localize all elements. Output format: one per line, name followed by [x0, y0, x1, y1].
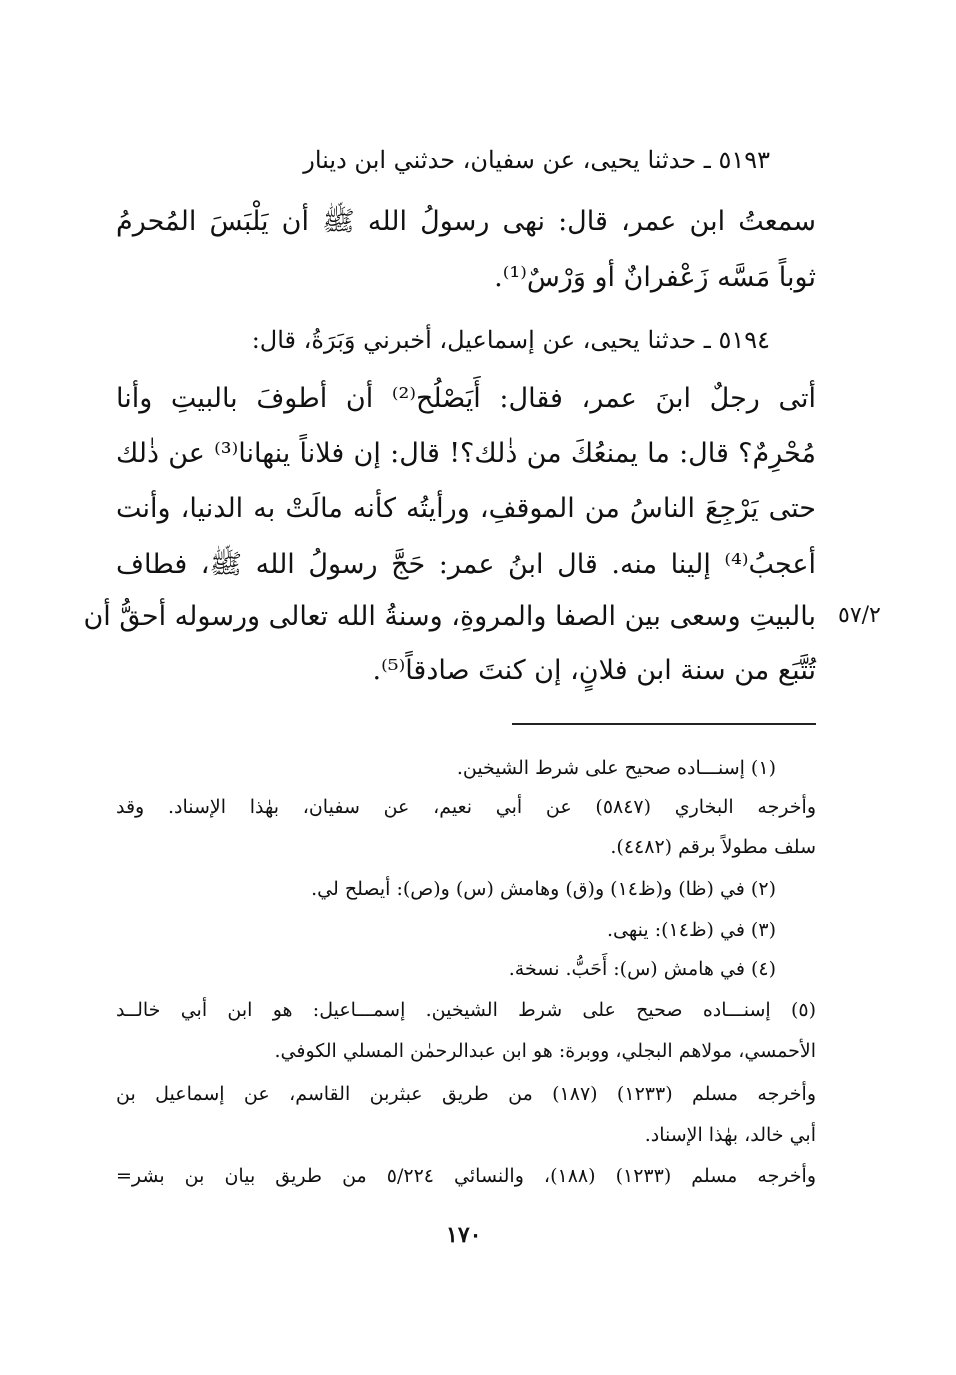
footnote-1-cont-1: وأخرجه البخاري (٥٨٤٧) عن أبي نعيم، عن سفيان، بهٰذا الإسناد. وقد [116, 796, 816, 818]
footnote-1: (١) إسنـــاده صحيح على شرط الشيخين. [456, 757, 776, 779]
hadith-5194-line-4: أعجبُ⁽⁴⁾ إلينا منه. قال ابنُ عمر: حَجَّ رسولُ الله ﷺ، فطاف [116, 549, 816, 580]
page-number: ١٧٠ [446, 1222, 482, 1248]
footnote-5-cont-1: الأحمسي، مولاهم البجلي، ووبرة: هو ابن عبدالرحمٰن المسلي الكوفي. [274, 1040, 816, 1062]
footnote-separator [512, 723, 816, 725]
hadith-5193-heading: ٥١٩٣ ـ حدثنا يحيى، عن سفيان، حدثني ابن دينار [303, 146, 770, 174]
hadith-5193-line-2: ثوباً مَسَّه زَعْفرانٌ أو وَرْسٌ⁽¹⁾. [494, 262, 816, 293]
footnote-3: (٣) في (ظ١٤): ينهى. [607, 919, 776, 941]
hadith-5194-line-1: أتى رجلٌ ابنَ عمر، فقال: أَيَصْلُح⁽²⁾ أن أطوفَ بالبيتِ وأنا [116, 383, 817, 414]
footnote-5-cont-4: وأخرجه مسلم (١٢٣٣) (١٨٨)، والنسائي ٥/٢٢٤ من طريق بيان بن بشر= [116, 1165, 816, 1187]
hadith-5194-line-2: مُحْرِمٌ؟ قال: ما يمنعُكَ من ذٰلك؟! قال: إن فلاناً ينهانا⁽³⁾ عن ذٰلك [116, 438, 816, 469]
footnote-4: (٤) في هامش (س): أَحَبُّ. نسخة. [508, 958, 776, 980]
footnote-5-cont-3: أبي خالد، بهٰذا الإسناد. [644, 1124, 816, 1146]
hadith-5193-line-1: سمعتُ ابن عمر، قال: نهى رسولُ الله ﷺ أن يَلْبَسَ المُحرمُ [116, 206, 816, 237]
footnote-1-cont-2: سلف مطولاً برقم (٤٤٨٢). [610, 836, 816, 858]
hadith-5194-line-6: تُتَّبَع من سنة ابن فلانٍ، إن كنتَ صادقاً⁽⁵⁾. [372, 655, 816, 686]
hadith-5194-line-3: حتى يَرْجِعَ الناسُ من الموقفِ، ورأيتُه كأنه مالَتْ به الدنيا، وأنت [116, 493, 816, 524]
footnote-5-cont-2: وأخرجه مسلم (١٢٣٣) (١٨٧) من طريق عبثربن القاسم، عن إسماعيل بن [116, 1083, 817, 1105]
hadith-5194-line-5: بالبيتِ وسعى بين الصفا والمروةِ، وسنةُ الله تعالى ورسوله أحقُّ أن [83, 601, 816, 632]
footnote-5: (٥) إسنـــاده صحيح على شرط الشيخين. إسمـــاعيل: هو ابن أبي خالــد [116, 999, 816, 1021]
margin-reference: ٥٧/٢ [838, 603, 881, 628]
hadith-5194-heading: ٥١٩٤ ـ حدثنا يحيى، عن إسماعيل، أخبرني وَبَرَةُ، قال: [251, 326, 770, 354]
footnote-2: (٢) في (ظا) و(ظ١٤) و(ق) وهامش (س) و(ص): أيصلح لي. [311, 878, 776, 900]
